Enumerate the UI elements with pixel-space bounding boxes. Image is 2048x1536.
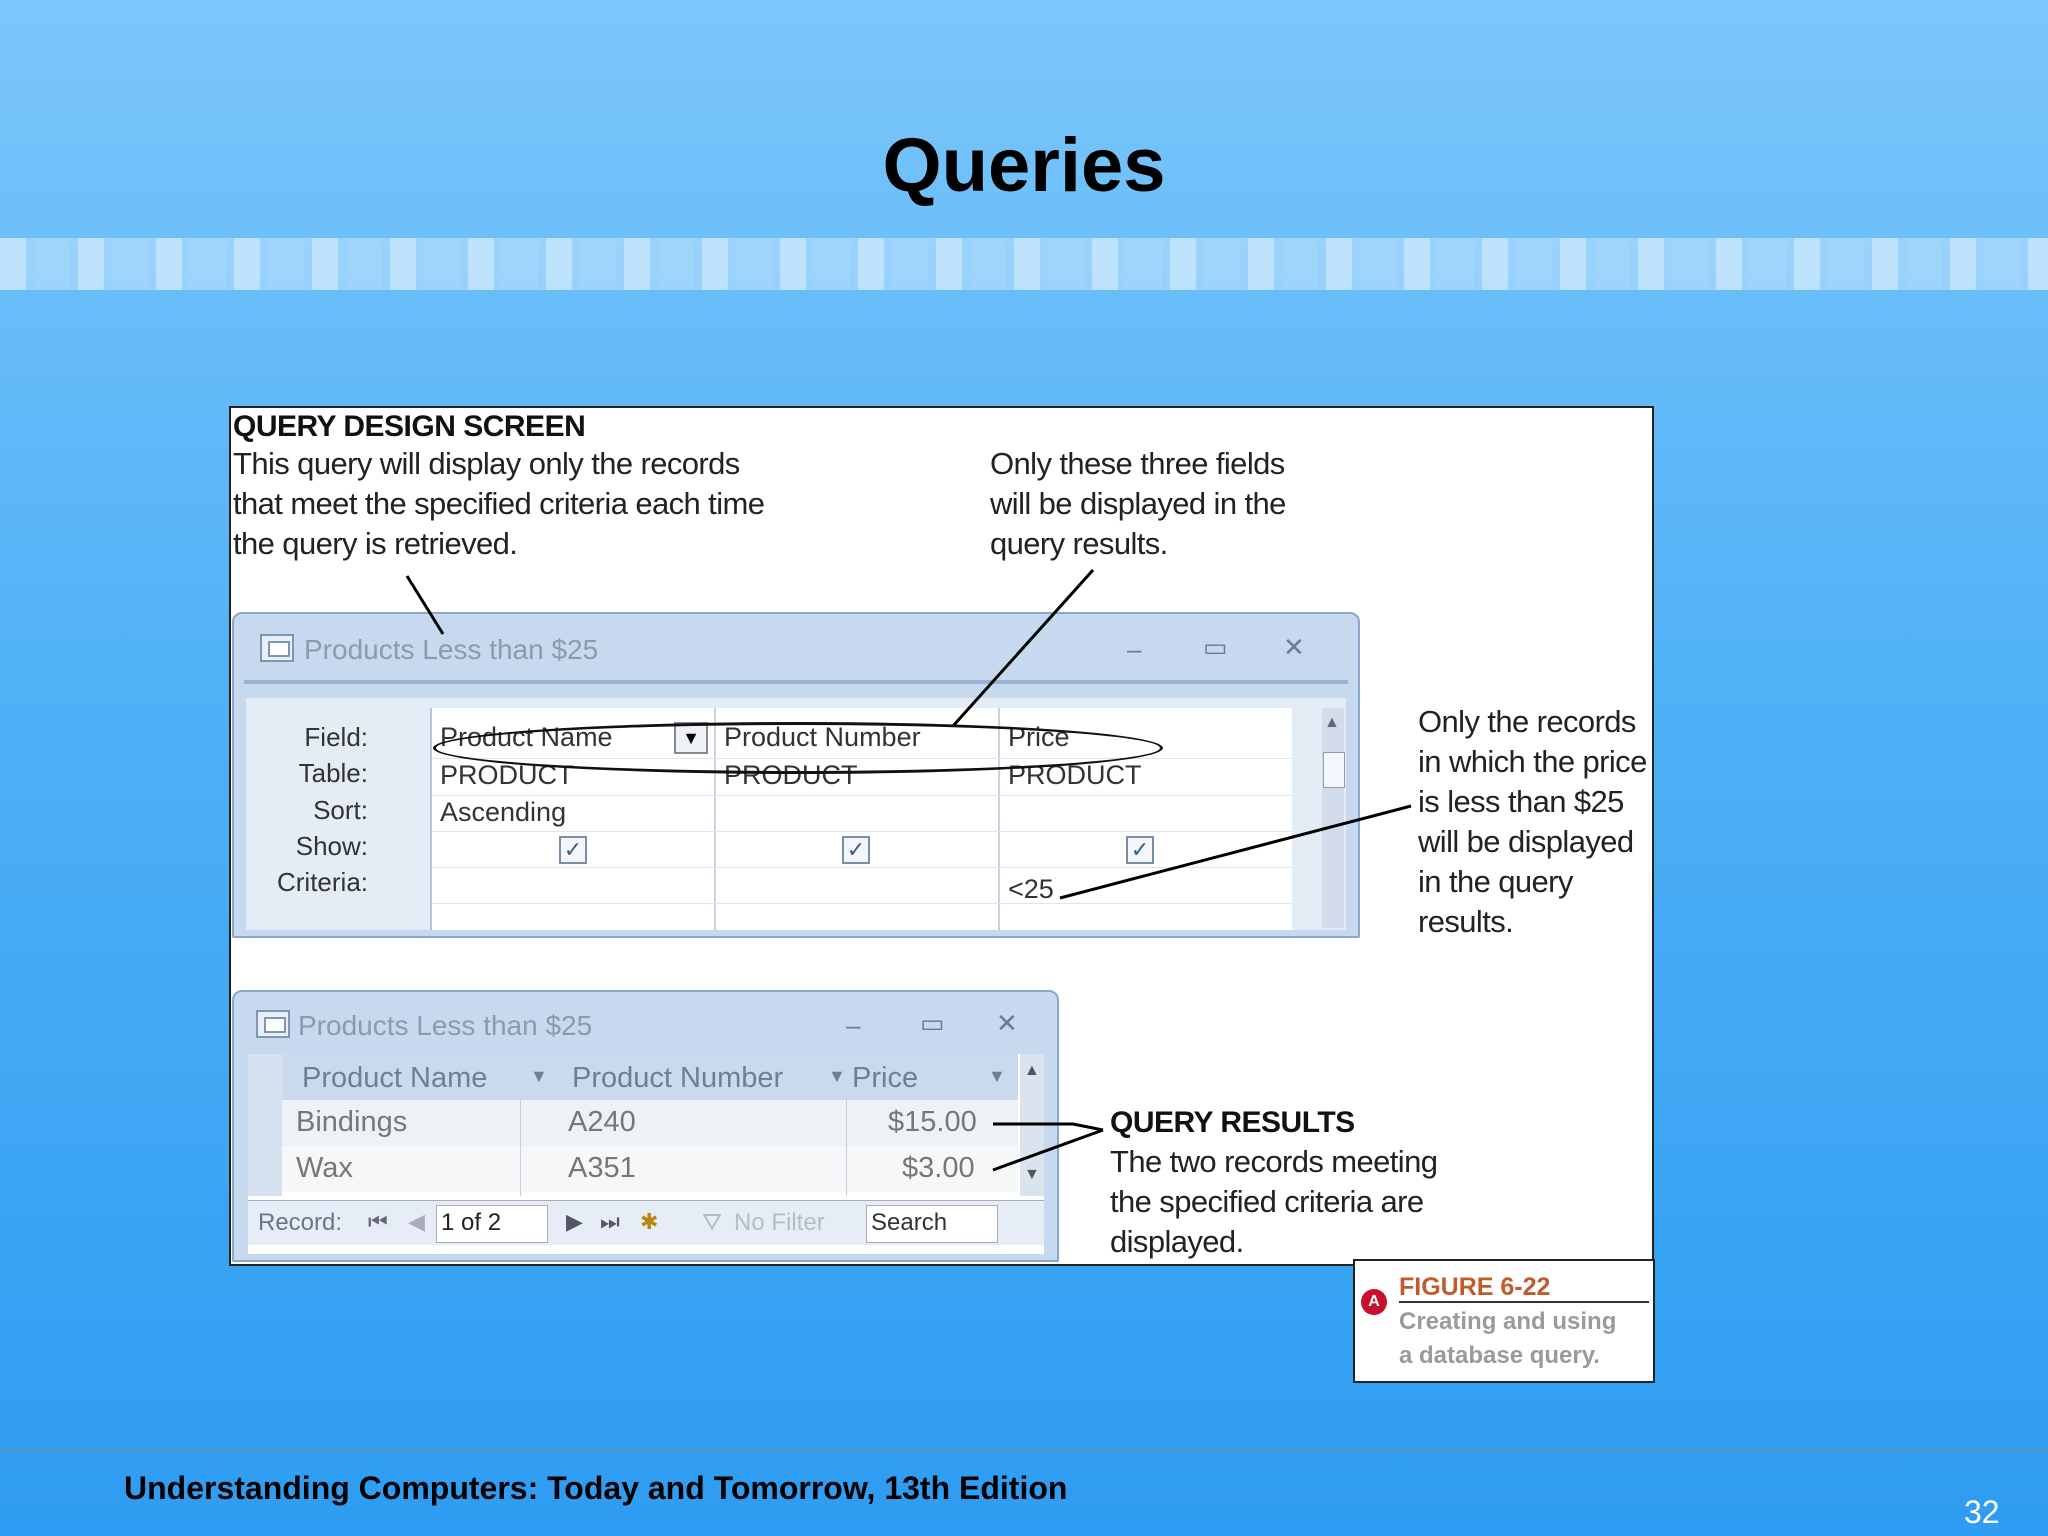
publisher-logo-icon: A — [1361, 1289, 1387, 1315]
criteria-caption-line: will be displayed — [1418, 824, 1634, 859]
figure-number: FIGURE 6-22 — [1399, 1273, 1551, 1301]
criteria-caption-line: in the query — [1418, 864, 1573, 899]
product-name-cell: Wax — [296, 1152, 353, 1184]
criteria-caption-line: is less than $25 — [1418, 784, 1624, 819]
criteria-cell[interactable]: <25 — [1008, 874, 1054, 904]
figure-description-line: a database query. — [1399, 1342, 1600, 1369]
show-checkbox[interactable]: ✓ — [559, 836, 587, 864]
results-caption-title: QUERY RESULTS — [1110, 1106, 1355, 1139]
row-label-criteria: Criteria: — [276, 867, 368, 897]
chevron-down-icon[interactable]: ▼ — [530, 1066, 548, 1086]
price-cell: $3.00 — [902, 1152, 975, 1184]
field-cell[interactable]: Product Name — [440, 722, 613, 752]
column-header[interactable]: Price — [852, 1062, 919, 1094]
maximize-button[interactable]: ▭ — [920, 1008, 945, 1038]
row-label-table: Table: — [298, 758, 368, 788]
results-caption-line: The two records meeting — [1110, 1144, 1438, 1179]
column-header[interactable]: Product Number — [572, 1062, 784, 1094]
criteria-caption-line: in which the price — [1418, 744, 1647, 779]
new-record-icon[interactable]: ✱ — [640, 1209, 659, 1234]
design-caption-line: the query is retrieved. — [233, 526, 518, 561]
table-cell[interactable]: PRODUCT — [1008, 760, 1142, 790]
results-callout-line — [993, 1130, 1103, 1170]
design-caption-title: QUERY DESIGN SCREEN — [233, 410, 586, 443]
criteria-callout-line — [1060, 806, 1411, 898]
record-position: 1 of 2 — [441, 1209, 502, 1236]
show-checkbox[interactable]: ✓ — [842, 836, 870, 864]
close-button[interactable]: ✕ — [1283, 632, 1305, 662]
fields-caption-line: will be displayed in the — [990, 486, 1286, 521]
record-label: Record: — [258, 1209, 343, 1236]
show-checkbox[interactable]: ✓ — [1126, 836, 1154, 864]
criteria-caption-line: results. — [1418, 904, 1514, 939]
product-number-cell: A351 — [568, 1152, 636, 1184]
column-header[interactable]: Product Name — [302, 1062, 488, 1094]
fields-caption-line: query results. — [990, 526, 1168, 561]
slide-title: Queries — [882, 123, 1166, 208]
design-caption-line: that meet the specified criteria each time — [233, 486, 765, 521]
design-callout-line — [407, 576, 443, 634]
price-cell: $15.00 — [888, 1106, 977, 1138]
design-caption-line: This query will display only the records — [233, 446, 740, 481]
figure-description — [1399, 1305, 1616, 1373]
footer-text: Understanding Computers: Today and Tomorrow, 13th Edition — [124, 1470, 1068, 1506]
table-cell[interactable]: PRODUCT — [440, 760, 574, 790]
table-cell[interactable]: PRODUCT — [724, 760, 858, 790]
row-label-sort: Sort: — [313, 795, 368, 825]
product-name-cell: Bindings — [296, 1106, 408, 1138]
figure-caption — [1353, 1259, 1655, 1383]
search-placeholder: Search — [871, 1209, 948, 1236]
results-caption-line: displayed. — [1110, 1224, 1244, 1259]
scroll-down-icon[interactable]: ▼ — [1024, 1166, 1040, 1183]
previous-record-icon[interactable]: ◀ — [408, 1209, 425, 1234]
scroll-up-icon[interactable]: ▲ — [1324, 714, 1340, 731]
figure-description-line: Creating and using — [1399, 1308, 1617, 1335]
page-number: 32 — [1964, 1494, 2000, 1530]
scroll-up-icon[interactable]: ▲ — [1024, 1062, 1040, 1079]
figure-panel — [229, 406, 1654, 1266]
criteria-caption-line: Only the records — [1418, 704, 1636, 739]
chevron-down-icon[interactable]: ▼ — [674, 722, 708, 754]
sort-cell[interactable]: Ascending — [440, 797, 567, 827]
results-caption-line: the specified criteria are — [1110, 1184, 1424, 1219]
chevron-down-icon[interactable]: ▼ — [828, 1066, 846, 1086]
fields-caption-line: Only these three fields — [990, 446, 1285, 481]
no-filter-button[interactable]: No Filter — [734, 1209, 825, 1236]
callout-lines — [231, 408, 1656, 1268]
window-title: Products Less than $25 — [304, 634, 599, 665]
close-button[interactable]: ✕ — [996, 1008, 1018, 1038]
row-label-show: Show: — [295, 831, 368, 861]
chevron-down-icon[interactable]: ▼ — [988, 1066, 1006, 1086]
next-record-icon[interactable]: ▶ — [566, 1209, 583, 1234]
filter-icon[interactable]: ⛛ — [702, 1209, 723, 1236]
first-record-icon[interactable]: ⏮ — [368, 1209, 388, 1234]
fields-callout-line — [953, 570, 1093, 726]
field-cell[interactable]: Price — [1008, 722, 1070, 752]
window-title: Products Less than $25 — [298, 1010, 593, 1041]
minimize-button[interactable]: ‒ — [1127, 634, 1142, 664]
product-number-cell: A240 — [568, 1106, 636, 1138]
maximize-button[interactable]: ▭ — [1203, 632, 1228, 662]
last-record-icon[interactable]: ⏭ — [600, 1209, 620, 1234]
minimize-button[interactable]: ‒ — [846, 1010, 861, 1040]
results-callout-line — [993, 1124, 1103, 1130]
footer-divider — [0, 1450, 2048, 1452]
row-label-field: Field: — [304, 722, 368, 752]
decorative-band — [0, 238, 2048, 290]
field-cell[interactable]: Product Number — [724, 722, 921, 752]
